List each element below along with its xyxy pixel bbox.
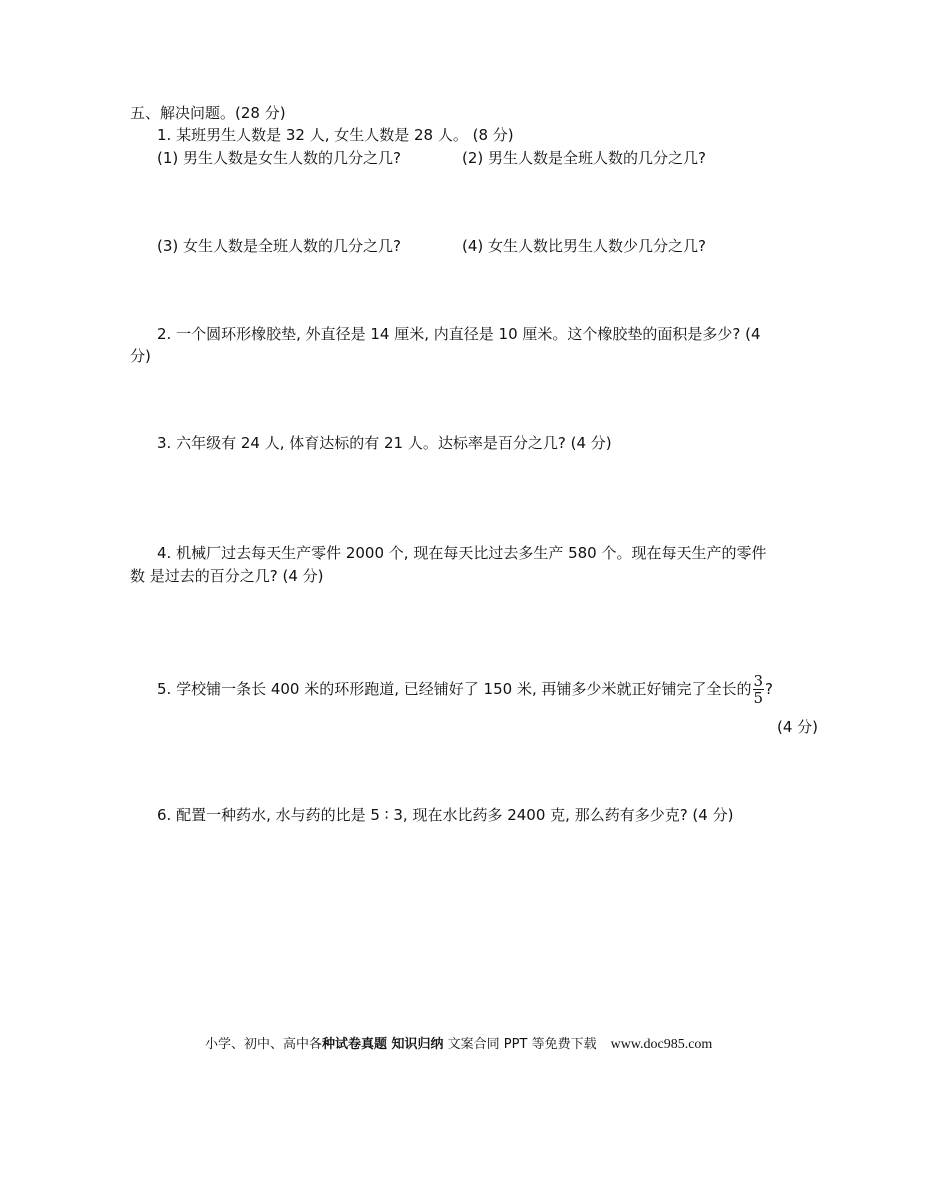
question-6: 6. 配置一种药水, 水与药的比是 5 ∶ 3, 现在水比药多 2400 克, 那么药有多少克? (4 分) [157, 806, 734, 824]
question-5 [157, 672, 773, 706]
question-1-part-2: (2) 男生人数是全班人数的几分之几? [462, 149, 706, 167]
fraction-numerator: 3 [753, 672, 764, 690]
fraction-denominator: 5 [753, 689, 764, 707]
question-4-line-1: 4. 机械厂过去每天生产零件 2000 个, 现在每天比过去多生产 580 个。现在每天生产的零件 [157, 544, 767, 562]
question-1-stem: 1. 某班男生人数是 32 人, 女生人数是 28 人。 (8 分) [157, 126, 514, 144]
fraction-three-fifths [753, 673, 765, 706]
footer-url[interactable]: www.doc985.com [610, 1037, 713, 1052]
footer-text-1: 小学、初中、高中各 [205, 1037, 323, 1052]
question-2-line-2: 分) [130, 347, 151, 365]
footer-text-3: 文案合同 PPT 等免费下载 [443, 1037, 597, 1052]
question-2-line-1: 2. 一个圆环形橡胶垫, 外直径是 14 厘米, 内直径是 10 厘米。这个橡胶垫的面积是多少? (4 [157, 325, 761, 343]
question-5-text: 5. 学校铺一条长 400 米的环形跑道, 已经铺好了 150 米, 再铺多少米就正好铺完了全长的 [157, 680, 752, 698]
question-5-end: ? [765, 680, 774, 698]
footer [205, 1033, 712, 1053]
question-1-part-3: (3) 女生人数是全班人数的几分之几? [157, 237, 401, 255]
question-1-part-1: (1) 男生人数是女生人数的几分之几? [157, 149, 401, 167]
question-3: 3. 六年级有 24 人, 体育达标的有 21 人。达标率是百分之几? (4 分) [157, 434, 612, 452]
footer-text-2: 种试卷真题 知识归纳 [322, 1037, 444, 1052]
question-4-line-2: 数 是过去的百分之几? (4 分) [130, 567, 324, 585]
question-5-score: (4 分) [777, 718, 819, 736]
section-title: 五、解决问题。(28 分) [130, 104, 286, 122]
question-1-part-4: (4) 女生人数比男生人数少几分之几? [462, 237, 706, 255]
